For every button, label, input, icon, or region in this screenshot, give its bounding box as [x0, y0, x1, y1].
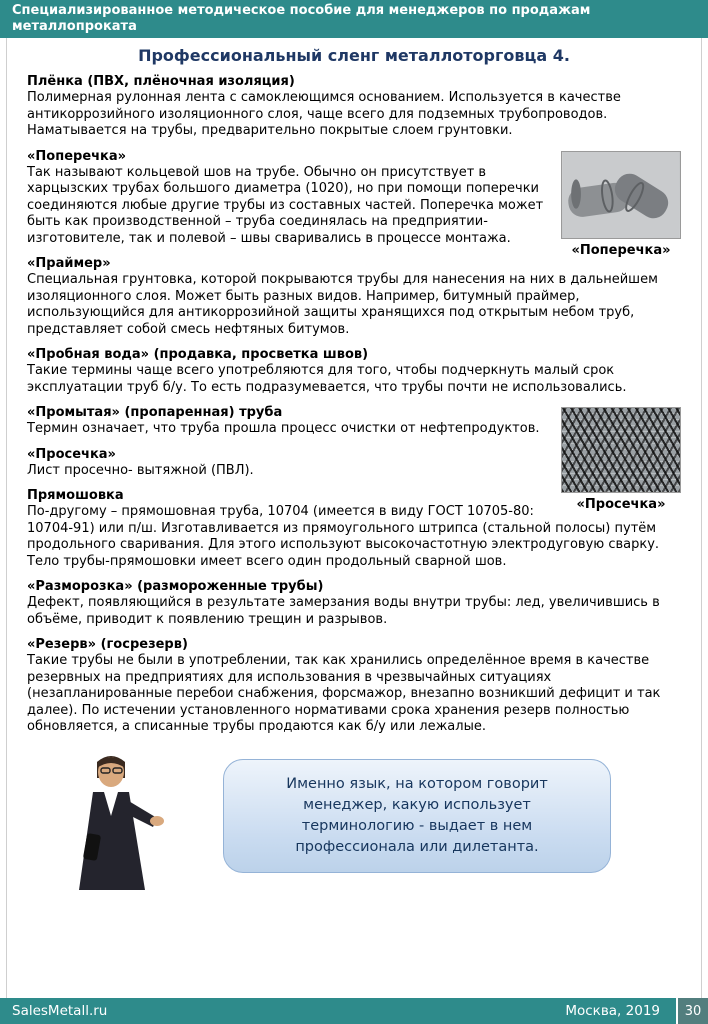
callout-text: Именно язык, на котором говорит менеджер, какую использует терминологию - выдает в нем профессионала или дилетанта.	[286, 775, 548, 855]
footer-place-year: Москва, 2019	[565, 1003, 660, 1019]
term-heading: «Праймер»	[27, 256, 111, 272]
term-heading: «Промытая» (пропаренная) труба	[27, 405, 283, 421]
bottom-row	[55, 748, 651, 894]
term-heading: «Пробная вода» (продавка, просветка швов)	[27, 347, 369, 363]
footer-site: SalesMetall.ru	[12, 1003, 108, 1019]
term-body: Дефект, появляющийся в результате замерзания воды внутри трубы: лед, увеличившись в объёме, приводит к появлению трещин и разрывов.	[27, 595, 660, 627]
pipe-weld-photo	[561, 151, 681, 239]
term-body: Полимерная рулонная лента с самоклеющимся основанием. Используется в качестве антикоррозийного изоляционного слоя, чаще всего для подземных трубопроводов. Наматывается на трубы, предварительно покрытые слоем грунтовки.	[27, 90, 621, 139]
content-area	[6, 38, 702, 998]
term-body: Такие термины чаще всего употребляются для того, чтобы подчеркнуть малый срок эксплуатации труб б/у. То есть подразумевается, что трубы почти не использовались.	[27, 363, 627, 395]
term-body: Так называют кольцевой шов на трубе. Обычно он присутствует в харцызских трубах большого диаметра (1020), но при помощи поперечки соединяются любые другие трубы из составных частей. Поперечка может быть как производственной – труба соединялась на предприятии-изготовителе, так и полевой – швы сваривались в процессе монтажа.	[27, 164, 544, 246]
term-rezerv	[27, 637, 681, 736]
header-bar	[0, 0, 708, 38]
callout-box	[223, 759, 611, 873]
footer-bar	[0, 998, 708, 1024]
term-body: Лист просечно- вытяжной (ПВЛ).	[27, 462, 254, 478]
term-heading: «Поперечка»	[27, 148, 127, 164]
term-poperechka	[27, 148, 681, 258]
presenter-illustration	[55, 748, 167, 894]
poperechka-figure	[561, 151, 681, 258]
term-plenka	[27, 74, 681, 140]
expanded-metal-photo	[561, 407, 681, 493]
term-praymer	[27, 256, 681, 338]
term-heading: Прямошовка	[27, 488, 124, 504]
term-probnaya-voda	[27, 347, 681, 396]
poperechka-caption: «Поперечка»	[571, 242, 671, 258]
page-title: Профессиональный сленг металлоторговца 4.	[138, 46, 570, 66]
term-heading: «Просечка»	[27, 446, 116, 462]
term-heading: «Разморозка» (размороженные трубы)	[27, 579, 324, 595]
pipe-weld-illustration	[562, 152, 680, 238]
term-body: Такие трубы не были в употреблении, так как хранились определённое время в качестве резервных на предприятиях для использования в чрезвычайных ситуациях (незапланированные перебои снабжения, форсмажор, внезапно возникший дефицит и так далее). По истечении установленного нормативами срока хранения резерв полностью обновляется, а списанные трубы продаются как б/у или лежалые.	[27, 653, 661, 735]
header-title: Специализированное методическое пособие для менеджеров по продажам металлопроката	[12, 3, 591, 34]
prosechka-figure	[561, 407, 681, 512]
prosechka-caption: «Просечка»	[576, 497, 666, 513]
term-heading: «Резерв» (госрезерв)	[27, 637, 188, 653]
term-razmorozka	[27, 579, 681, 628]
page-number: 30	[676, 998, 708, 1024]
term-body: Специальная грунтовка, которой покрываются трубы для нанесения на них в дальнейшем изоляционного слоя. Может быть разных видов. Например, битумный праймер, использующийся для антикоррозийной защиты хранящихся под открытым небом труб, представляет собой смесь нефтяных битумов.	[27, 272, 658, 337]
term-heading: Плёнка (ПВХ, плёночная изоляция)	[27, 74, 295, 90]
term-body: Термин означает, что труба прошла процесс очистки от нефтепродуктов.	[27, 421, 540, 437]
presenter-photo	[55, 748, 167, 894]
term-body: По-другому – прямошовная труба, 10704 (имеется в виду ГОСТ 10705-80: 10704-91) или п/ш. Изготавливается из прямоугольного штрипса (стальной полосы) путём продольного сваривания. Для этого используют высокочастотную электродуговую сварку. Тело трубы-прямошовки имеет всего один продольный сварной шов.	[27, 504, 660, 569]
